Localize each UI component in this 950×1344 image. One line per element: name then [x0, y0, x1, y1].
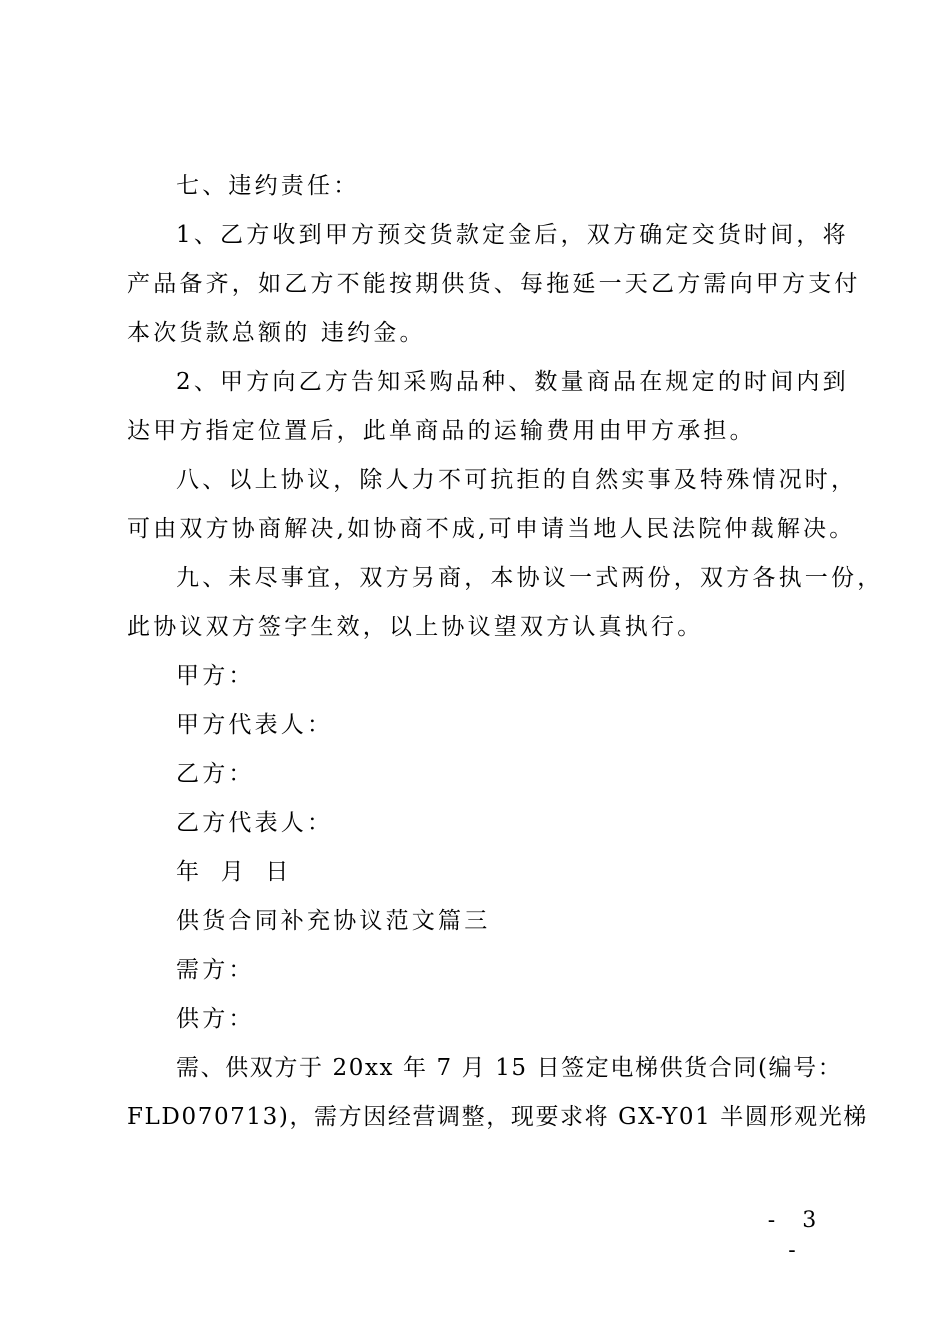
page-number: - 3 - [767, 1208, 827, 1263]
text-line: 供货合同补充协议范文篇三 [176, 908, 491, 934]
text-line: 此协议双方签字生效，以上协议望双方认真执行。 [127, 614, 704, 640]
text-line: 供方： [176, 1006, 255, 1032]
text-line: FLD070713)，需方因经营调整，现要求将 GX-Y01 半圆形观光梯 [127, 1104, 868, 1130]
text-line: 1、乙方收到甲方预交货款定金后，双方确定交货时间，将 [176, 222, 849, 248]
supplier-label [127, 995, 833, 1044]
section-title [127, 897, 833, 946]
document-body [127, 162, 884, 1142]
paragraph-section-9 [127, 554, 884, 652]
text-line: 需方： [176, 957, 255, 983]
party-a-label [127, 652, 833, 701]
text-line: 本次货款总额的 违约金。 [127, 320, 426, 346]
buyer-label [127, 946, 833, 995]
paragraph-section-8 [127, 456, 858, 554]
party-b-representative-label [127, 799, 833, 848]
text-line: 可由双方协商解决,如协商不成,可申请当地人民法院仲裁解决。 [127, 516, 856, 542]
text-line: 七、违约责任： [176, 173, 360, 199]
text-line: 九、未尽事宜，双方另商，本协议一式两份，双方各执一份， [176, 565, 884, 591]
text-line: 2、甲方向乙方告知采购品种、数量商品在规定的时间内到 [176, 369, 849, 395]
text-line: 甲方代表人： [176, 712, 334, 738]
date-line [127, 848, 833, 897]
party-a-representative-label [127, 701, 833, 750]
text-line: 产品备齐，如乙方不能按期供货、每拖延一天乙方需向甲方支付 [127, 271, 861, 297]
paragraph-contract-intro [127, 1044, 868, 1142]
paragraph-clause-1 [127, 211, 861, 358]
paragraph-breach-heading [127, 162, 833, 211]
text-line: 达甲方指定位置后，此单商品的运输费用由甲方承担。 [127, 418, 756, 444]
text-line: 八、以上协议，除人力不可抗拒的自然实事及特殊情况时， [176, 467, 858, 493]
text-line: 乙方代表人： [176, 810, 334, 836]
text-line: 甲方： [176, 663, 255, 689]
text-line: 年 月 日 [176, 859, 292, 885]
text-line: 需、供双方于 20xx 年 7 月 15 日签定电梯供货合同(编号： [176, 1055, 843, 1081]
paragraph-clause-2 [127, 358, 849, 456]
party-b-label [127, 750, 833, 799]
text-line: 乙方： [176, 761, 255, 787]
